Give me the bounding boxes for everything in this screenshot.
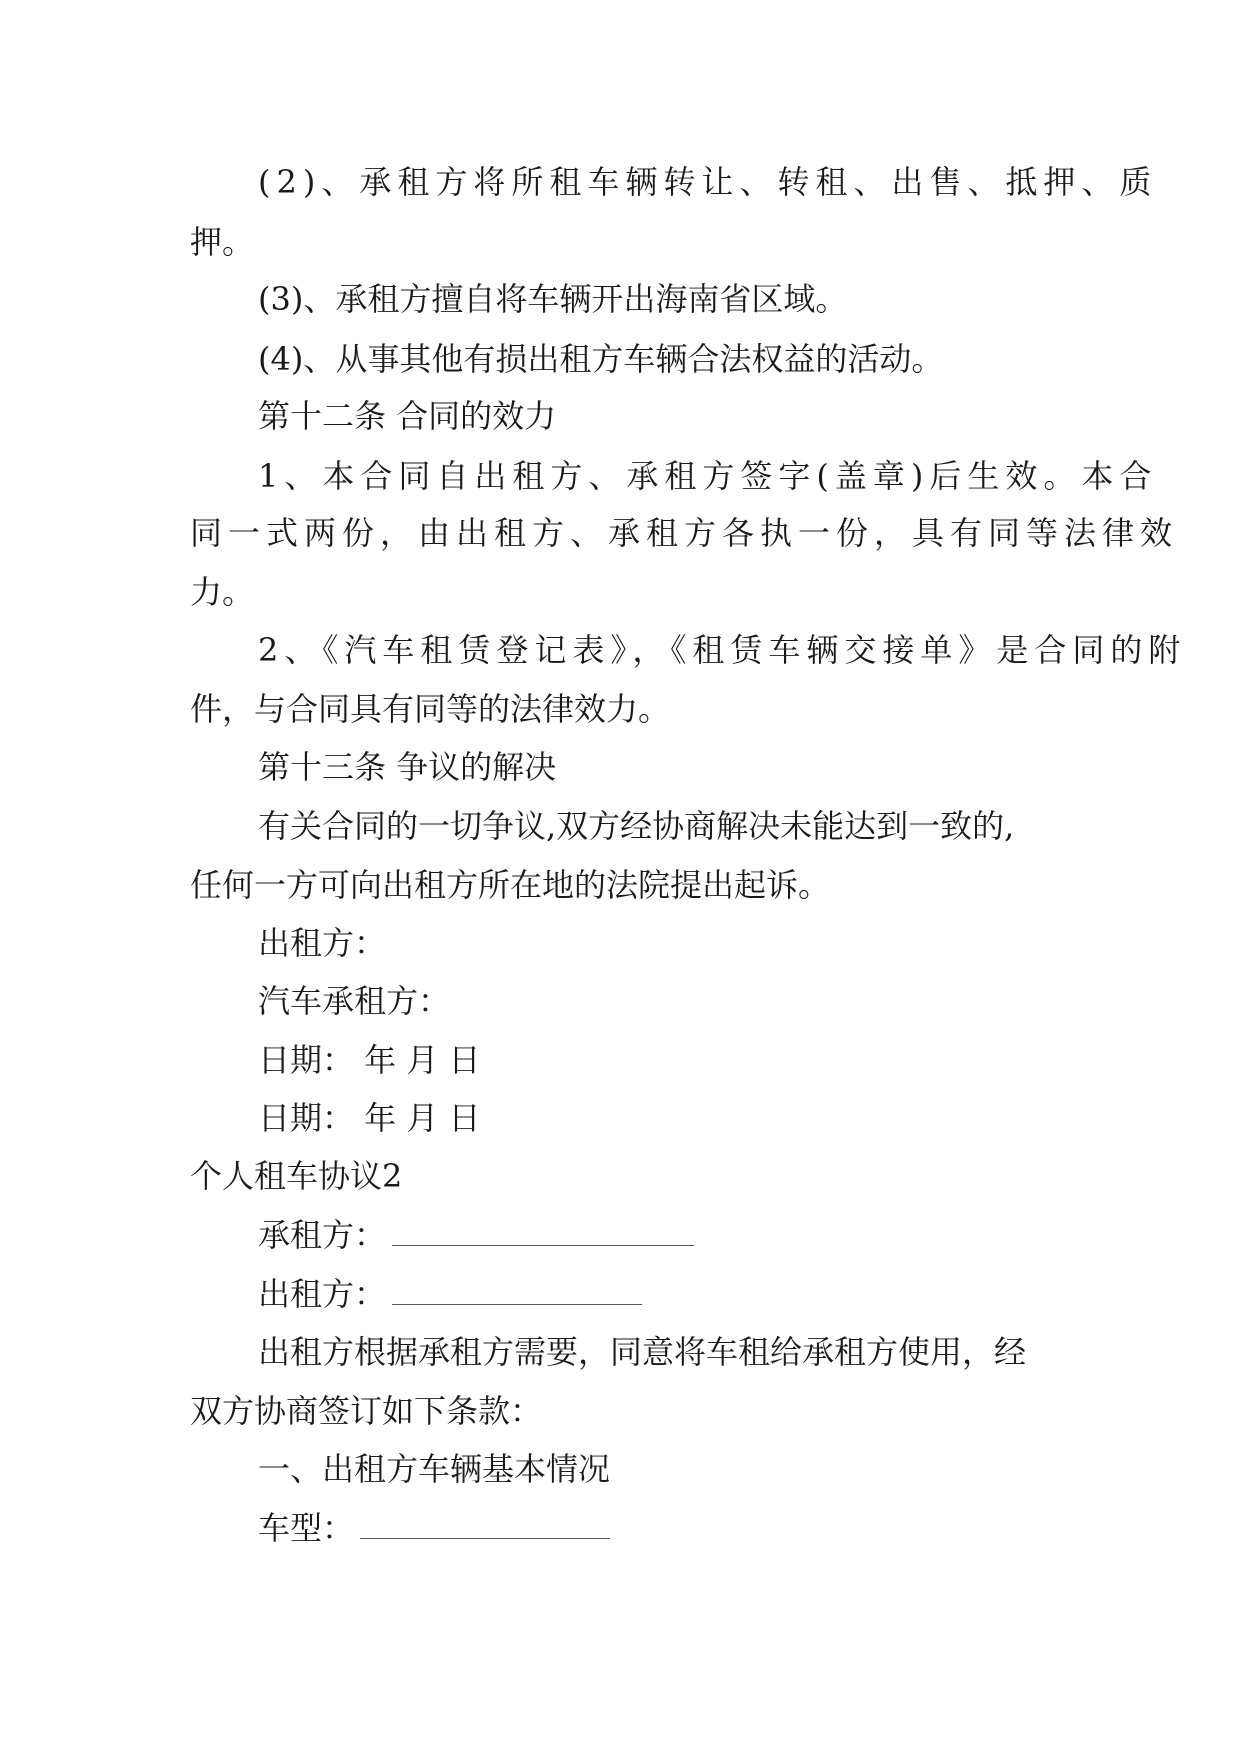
paragraph-line: 有关合同的一切争议,双方经协商解决未能达到一致的, <box>258 807 1015 845</box>
vehicle-model-field <box>258 1508 610 1548</box>
section-heading: 一、出租方车辆基本情况 <box>258 1450 611 1488</box>
paragraph-line: 1、本合同自出租方、承租方签字(盖章)后生效。本合 <box>258 457 1158 495</box>
paragraph-line: 双方协商签订如下条款： <box>190 1392 543 1430</box>
paragraph-line: (2)、承租方将所租车辆转让、转租、出售、抵押、质 <box>258 163 1158 201</box>
paragraph-line: (3)、承租方擅自将车辆开出海南省区域。 <box>258 280 848 318</box>
paragraph-line: 任何一方可向出租方所在地的法院提出起诉。 <box>190 866 831 904</box>
paragraph-line: 出租方根据承租方需要，同意将车租给承租方使用，经 <box>258 1333 1027 1371</box>
paragraph-line: 件，与合同具有同等的法律效力。 <box>190 690 671 728</box>
paragraph-line: 力。 <box>190 573 255 611</box>
paragraph-line: 押。 <box>190 223 255 261</box>
paragraph-line: 同一式两份，由出租方、承租方各执一份，具有同等法律效 <box>190 514 1179 552</box>
date-line: 日期： 年 月 日 <box>258 1041 481 1079</box>
document-title: 个人租车协议2 <box>190 1157 403 1195</box>
blank-underline <box>392 1278 642 1305</box>
date-line: 日期： 年 月 日 <box>258 1099 481 1137</box>
section-heading: 第十二条 合同的效力 <box>258 397 557 435</box>
blank-underline <box>392 1219 694 1246</box>
paragraph-line: (4)、从事其他有损出租方车辆合法权益的活动。 <box>258 340 944 378</box>
signature-line: 出租方： <box>258 924 387 962</box>
signature-line: 汽车承租方： <box>258 982 451 1020</box>
section-heading: 第十三条 争议的解决 <box>258 748 557 786</box>
blank-underline <box>360 1512 610 1539</box>
paragraph-line: 2、《汽车租赁登记表》，《租赁车辆交接单》是合同的附 <box>258 631 1187 669</box>
lessor-field <box>258 1274 642 1314</box>
vehicle-model-label: 车型： <box>258 1509 355 1547</box>
lessee-label: 承租方： <box>258 1216 387 1254</box>
lessor-label: 出租方： <box>258 1275 387 1313</box>
lessee-field <box>258 1215 694 1255</box>
